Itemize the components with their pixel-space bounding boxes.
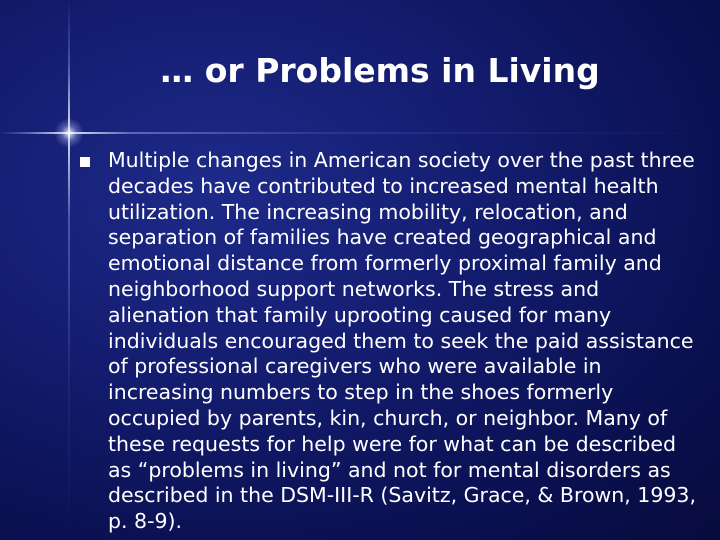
light-flare-horizontal — [0, 132, 720, 134]
bullet-text: Multiple changes in American society over the past three decades have contributed to increased mental health utilization. The increasing mobility, relocation, and separation of families have created geographical and emotional distance from formerly proximal family and neighborhood support networks. The stress and alienation that family uprooting caused for many individuals encouraged them to seek the paid assistance of professional caregivers who were available in increasing numbers to step in the shoes formerly occupied by parents, kin, church, or neighbor. Many of these requests for help were for what can be described as “problems in living” and not for mental disorders as described in the DSM-III-R (Savitz, Grace, & Brown, 1993, p. 8-9). — [108, 148, 696, 534]
slide-title: … or Problems in Living — [160, 51, 600, 90]
light-flare-glow — [54, 118, 84, 148]
square-bullet-icon — [80, 157, 90, 167]
